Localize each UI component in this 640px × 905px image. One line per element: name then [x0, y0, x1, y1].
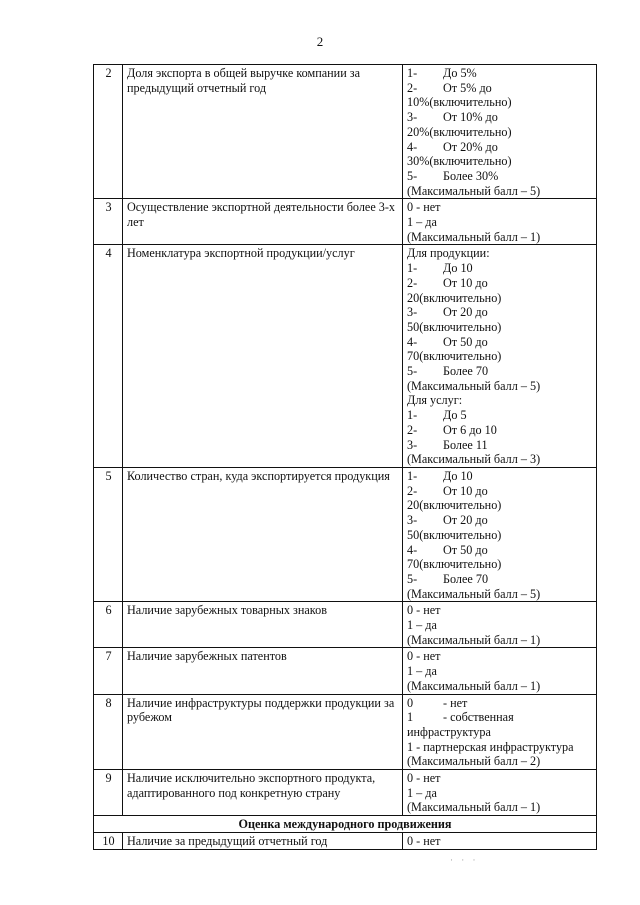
- score-option-key: 2-: [407, 275, 418, 290]
- scoring-cell: [403, 694, 597, 770]
- score-line: (Максимальный балл – 1): [407, 632, 541, 647]
- score-option: [407, 710, 593, 725]
- criterion-name: Доля экспорта в общей выручке компании за предыдущий отчетный год: [123, 65, 403, 199]
- score-line: 0 - нет: [407, 649, 441, 664]
- criteria-row: [94, 467, 597, 601]
- score-line: 0 - нет: [407, 833, 441, 848]
- criterion-name: Количество стран, куда экспортируется продукция: [123, 467, 403, 601]
- score-line: (Максимальный балл – 5): [407, 183, 541, 198]
- score-line: 20(включительно): [407, 290, 502, 305]
- score-option-value: От 20 до: [443, 513, 488, 528]
- criterion-name: Наличие инфраструктуры поддержки продукции за рубежом: [123, 694, 403, 770]
- score-line: 20(включительно): [407, 498, 502, 513]
- criteria-row: [94, 65, 597, 199]
- row-number: 3: [94, 199, 123, 245]
- score-option-value: От 10 до: [443, 483, 488, 498]
- criteria-row: [94, 770, 597, 816]
- scoring-cell: [403, 199, 597, 245]
- score-option-key: 2-: [407, 483, 418, 498]
- score-option-key: 5-: [407, 571, 418, 586]
- score-option-value: Более 70: [443, 571, 489, 586]
- score-option-key: 1: [407, 710, 414, 725]
- page-number: 2: [316, 34, 324, 49]
- score-line: (Максимальный балл – 5): [407, 586, 541, 601]
- score-option-key: 3-: [407, 437, 418, 452]
- criteria-row: [94, 199, 597, 245]
- score-line: (Максимальный балл – 1): [407, 678, 541, 693]
- criterion-name: Осуществление экспортной деятельности более 3-х лет: [123, 199, 403, 245]
- score-option: [407, 438, 593, 453]
- score-option: [407, 572, 593, 587]
- score-option: [407, 276, 593, 291]
- score-line: (Максимальный балл – 2): [407, 754, 541, 769]
- score-line: (Максимальный балл – 5): [407, 378, 541, 393]
- score-option-value: От 5% до: [443, 80, 492, 95]
- score-option-value: До 10: [443, 468, 473, 483]
- score-option: [407, 364, 593, 379]
- score-line: инфраструктура: [407, 724, 491, 739]
- score-option: [407, 110, 593, 125]
- scoring-cell: [403, 770, 597, 816]
- row-number: 10: [94, 832, 123, 849]
- scoring-cell: [403, 467, 597, 601]
- score-line: 70(включительно): [407, 349, 502, 364]
- score-option: [407, 335, 593, 350]
- scoring-cell: [403, 245, 597, 468]
- score-line: 0 - нет: [407, 603, 441, 618]
- row-number: 9: [94, 770, 123, 816]
- score-line: 1 – да: [407, 618, 437, 633]
- criteria-row: [94, 245, 597, 468]
- score-option: [407, 81, 593, 96]
- score-option-key: 4-: [407, 334, 418, 349]
- score-option-key: 1-: [407, 261, 418, 276]
- score-line: 50(включительно): [407, 319, 502, 334]
- score-option-key: 4-: [407, 542, 418, 557]
- score-option: [407, 66, 593, 81]
- criteria-row: [94, 602, 597, 648]
- score-option-value: От 6 до 10: [443, 422, 497, 437]
- score-option-value: От 20 до: [443, 305, 488, 320]
- score-line: 1 – да: [407, 785, 437, 800]
- row-number: 6: [94, 602, 123, 648]
- criterion-name: Наличие за предыдущий отчетный год: [123, 832, 403, 849]
- score-option-key: 0: [407, 695, 414, 710]
- scoring-cell: [403, 832, 597, 849]
- score-line: 20%(включительно): [407, 124, 512, 139]
- score-option-value: - нет: [443, 695, 468, 710]
- score-line: 30%(включительно): [407, 154, 512, 169]
- row-number: 8: [94, 694, 123, 770]
- score-option-value: До 5%: [443, 66, 477, 80]
- score-option-key: 5-: [407, 364, 418, 379]
- criteria-table: [93, 64, 597, 850]
- score-option-value: От 50 до: [443, 542, 488, 557]
- score-line: 0 - нет: [407, 771, 441, 786]
- score-option: [407, 469, 593, 484]
- score-option: [407, 169, 593, 184]
- criterion-name: Наличие зарубежных товарных знаков: [123, 602, 403, 648]
- score-option-key: 2-: [407, 80, 418, 95]
- score-option-value: Более 70: [443, 364, 489, 379]
- score-option-key: 1-: [407, 468, 418, 483]
- score-option-key: 1-: [407, 66, 418, 80]
- score-option-key: 3-: [407, 110, 418, 125]
- score-option-value: - собственная: [443, 710, 514, 725]
- score-line: Для продукции:: [407, 246, 490, 261]
- score-line: 1 – да: [407, 664, 437, 679]
- scan-artifact: · · ·: [450, 855, 479, 865]
- criterion-name: Номенклатура экспортной продукции/услуг: [123, 245, 403, 468]
- criteria-table-body: [94, 65, 597, 850]
- score-option-key: 5-: [407, 168, 418, 183]
- row-number: 5: [94, 467, 123, 601]
- score-option-value: От 20% до: [443, 139, 498, 154]
- score-line: 1 - партнерская инфраструктура: [407, 739, 574, 754]
- score-option-key: 2-: [407, 422, 418, 437]
- score-option-key: 1-: [407, 408, 418, 423]
- criteria-row: [94, 694, 597, 770]
- score-line: Для услуг:: [407, 393, 463, 408]
- scoring-cell: [403, 648, 597, 694]
- score-option: [407, 140, 593, 155]
- section-header: Оценка международного продвижения: [94, 816, 597, 833]
- score-option-value: Более 30%: [443, 168, 499, 183]
- score-line: (Максимальный балл – 3): [407, 452, 541, 467]
- score-line: 0 - нет: [407, 200, 441, 215]
- scoring-cell: [403, 602, 597, 648]
- section-header-row: [94, 816, 597, 833]
- score-option: [407, 513, 593, 528]
- score-option-value: От 10 до: [443, 275, 488, 290]
- score-option: [407, 696, 593, 711]
- score-option: [407, 408, 593, 423]
- score-option-value: До 10: [443, 261, 473, 276]
- score-option-value: От 10% до: [443, 110, 498, 125]
- row-number: 4: [94, 245, 123, 468]
- score-line: 50(включительно): [407, 527, 502, 542]
- score-line: 1 – да: [407, 215, 437, 230]
- score-option: [407, 484, 593, 499]
- score-option-key: 3-: [407, 305, 418, 320]
- score-option: [407, 305, 593, 320]
- score-option-key: 3-: [407, 513, 418, 528]
- score-line: 10%(включительно): [407, 95, 512, 110]
- score-option-value: До 5: [443, 408, 467, 423]
- score-option-key: 4-: [407, 139, 418, 154]
- score-option: [407, 543, 593, 558]
- row-number: 7: [94, 648, 123, 694]
- score-option-value: От 50 до: [443, 334, 488, 349]
- criteria-row: [94, 832, 597, 849]
- score-line: (Максимальный балл – 1): [407, 800, 541, 815]
- criteria-row: [94, 648, 597, 694]
- criterion-name: Наличие исключительно экспортного продукта, адаптированного под конкретную страну: [123, 770, 403, 816]
- score-option: [407, 261, 593, 276]
- score-option: [407, 423, 593, 438]
- score-line: (Максимальный балл – 1): [407, 229, 541, 244]
- criterion-name: Наличие зарубежных патентов: [123, 648, 403, 694]
- score-line: 70(включительно): [407, 557, 502, 572]
- score-option-value: Более 11: [443, 437, 488, 452]
- scoring-cell: [403, 65, 597, 199]
- row-number: 2: [94, 65, 123, 199]
